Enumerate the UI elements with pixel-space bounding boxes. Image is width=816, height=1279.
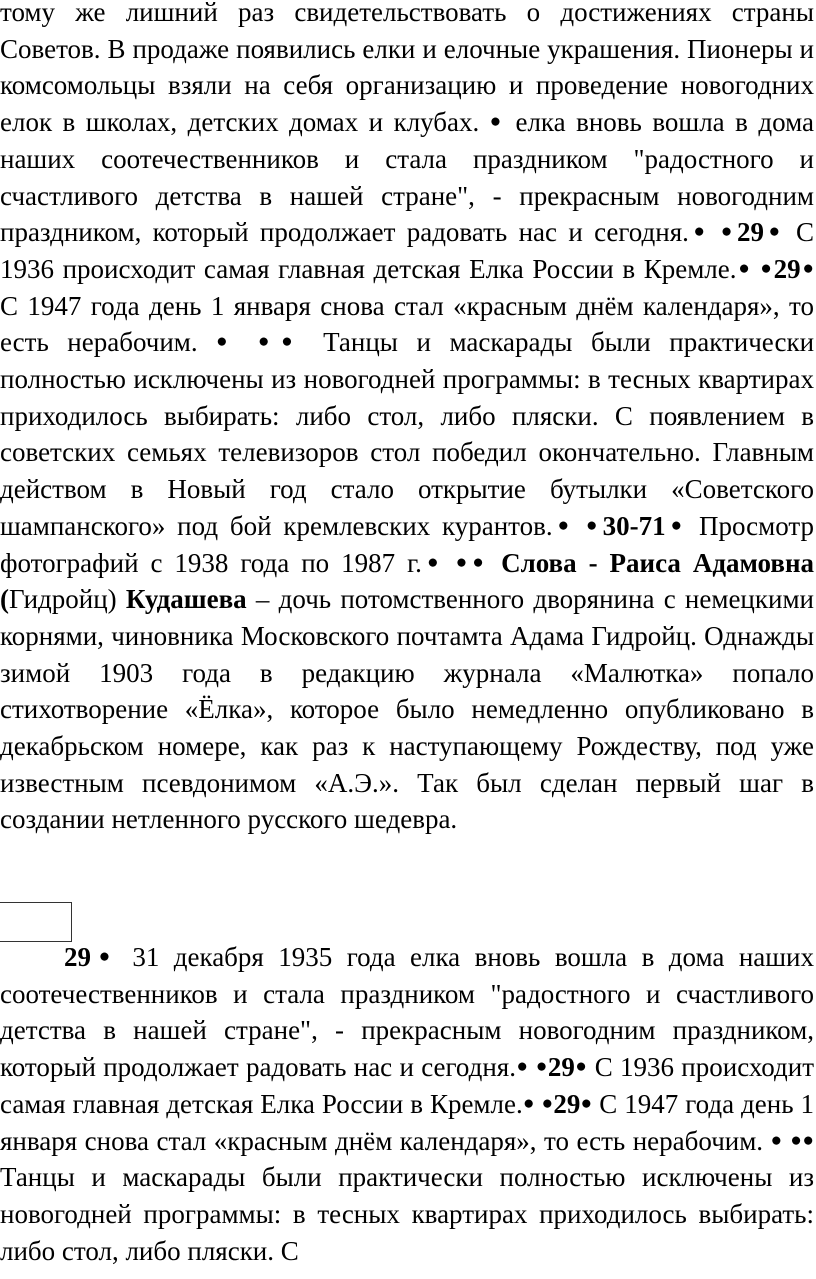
bullet-dot-icon: ● [665, 514, 688, 536]
bullet-dot-icon: ● [586, 514, 603, 536]
bullet-dot-icon: ● [216, 331, 240, 353]
text-run: – дочь потомственного дворянина с немецкими корнями, чиновника Московского почтамта Адама Гидройц. Однажды зимой 1903 года в редакцию журнала «Малютка» попало стихотворение «Ёлка», которое было немедленно опубликовано в декабрьском номере, как раз к наступающему Рождеству, под уже известным псевдонимом «А.Э.». Так был сделан первый шаг в создании нетленного русского шедевра. [0, 584, 814, 835]
bold-text-run: 29 [64, 942, 91, 972]
bold-text-run: 29 [547, 1052, 575, 1083]
bullet-dot-icon: ● [800, 257, 815, 279]
bullet-dot-icon: ● [736, 257, 752, 279]
bullet-dot-icon: ● [515, 1056, 529, 1078]
text-run: тому же лишний раз свидетельствовать о достижениях страны Советов. В продаже появились елки и елочные украшения. Пионеры и комсомольцы взяли на себя организацию и проведение новогодних елок в школах, детских домах и клубах. [0, 0, 814, 138]
bullet-dot-icon: ● [552, 514, 575, 536]
text-run: Гидройц) [9, 584, 126, 615]
bold-text-run: 29 [773, 253, 801, 284]
bold-text-run: 29 [736, 217, 764, 248]
paragraph-2 [0, 939, 814, 1269]
bold-text-run: Слова - Раиса Адамовна ( [0, 547, 815, 615]
bold-text-run: Кудашева [125, 584, 247, 615]
bullet-dot-icon: ● [720, 221, 737, 243]
text-run: 31 декабря 1935 года елка вновь вошла в дома наших соотечественников и стала праздником "радостного и счастливого детства в нашей стране", - прекрасным новогодним праздником, который продолжает радовать нас и сегодня. [0, 942, 814, 1083]
bullet-dot-icon: ● [421, 551, 444, 573]
text-run [574, 511, 586, 541]
bullet-dot-icon: ● [91, 946, 118, 967]
text-run [444, 548, 456, 578]
bullet-dot-icon: ● [763, 221, 785, 243]
bullet-dot-icon: ●● [258, 331, 305, 353]
bullet-dot-icon: ● [522, 1092, 535, 1114]
text-run [535, 1089, 542, 1119]
bullet-dot-icon: ● [688, 221, 710, 243]
bold-text-run: 30-71 [602, 510, 666, 541]
text-run: С 1936 происходит самая главная детская Елка России в Кремле. [0, 1052, 815, 1119]
text-run [239, 327, 258, 357]
text-run: С 1936 происходит самая главная детская Елка России в Кремле. [0, 217, 815, 284]
text-run: Танцы и маскарады были практически полностью исключены из новогодней программы: в тесных квартирах приходилось выбирать: либо стол, либо пляски. С [0, 1162, 814, 1266]
text-run: Просмотр фотографий с 1938 года по 1987 г. [0, 510, 815, 578]
bullet-dot-icon: ● [535, 1056, 548, 1078]
text-run [489, 548, 501, 578]
text-run: С 1947 года день 1 января снова стал «красным днём календаря», то есть нерабочим. [0, 290, 814, 358]
text-run [529, 1052, 536, 1082]
empty-frame-box [0, 902, 72, 942]
bullet-dot-icon: ● [770, 1129, 783, 1151]
bullet-dot-icon: ● [489, 111, 505, 133]
bold-text-run: 29 [553, 1088, 581, 1119]
bullet-dot-icon: ●● [790, 1129, 815, 1151]
text-run [710, 217, 721, 247]
bullet-dot-icon: ● [541, 1092, 554, 1114]
bullet-dot-icon: ● [580, 1092, 593, 1114]
text-run: С 1947 года день 1 января снова стал «красным днём календаря», то есть нерабочим. [0, 1088, 815, 1156]
bullet-dot-icon: ● [574, 1056, 588, 1078]
text-run: елка вновь вошла в дома наших соотечественников и стала праздником "радостного и счастливого детства в нашей стране", - прекрасным новогодним праздником, который продолжает радовать нас и сегодня. [0, 107, 814, 248]
bullet-dot-icon: ●● [455, 551, 490, 573]
text-run: Танцы и маскарады были практически полностью исключены из новогодней программы: в тесных квартирах приходилось выбирать: либо стол, либо пляски. С появлением в советских семьях телевизоров стол победил окончательно. Главным действом в Новый год стало открытие бутылки «Советского шампанского» под бой кремлевских курантов. [0, 327, 815, 541]
bullet-dot-icon: ● [760, 257, 774, 279]
